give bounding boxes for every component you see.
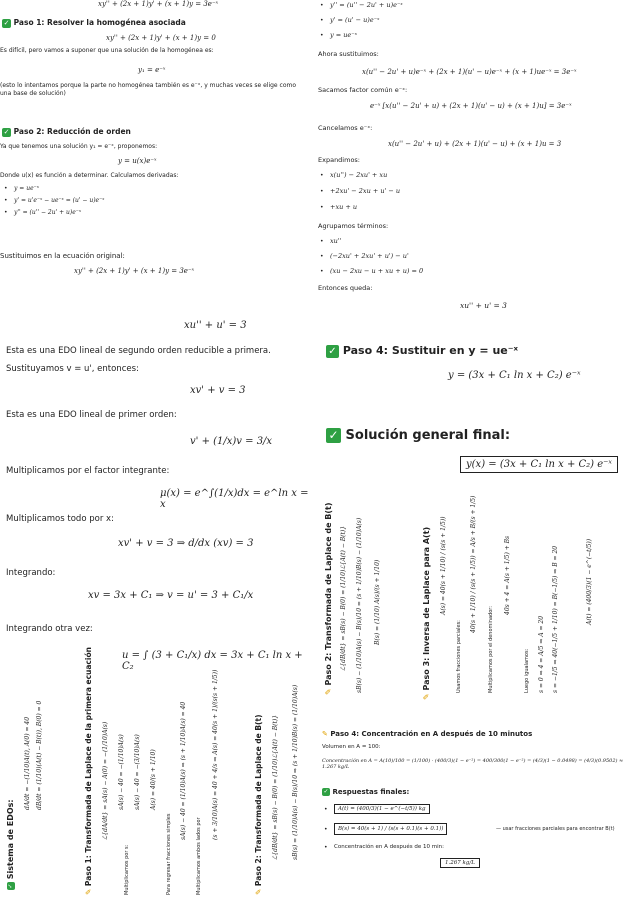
rr-p3-eq2: 40(s + 1/10) / (s(s + 1/5)) = A/s + B/(s + 1/5) [470, 495, 477, 633]
step2-text2: Donde u(x) es función a determinar. Calculamos derivadas: [0, 172, 179, 179]
br-r3: Concentración en A después de 10 min: [334, 844, 444, 850]
pencil-icon: ✎ [422, 693, 431, 700]
mid-subst-label: Sustituimos en la ecuación original: [0, 252, 125, 260]
tr-bullet1: y'' = (u'' − 2u' + u)e⁻ˣ [330, 1, 403, 9]
top-left-panel: xy'' + (2x + 1)y' + (x + 1)y = 3e⁻ˣ ✓ Paso 1: Resolver la homogénea asociada xy'' + (2x + 1)y' + (x + 1)y = 0 Es difícil, pero vamos a suponer que una solución de la homogénea es: y₁ = e⁻ˣ (esto lo intentamos porque la parte no homogénea también es e⁻ˣ, y muchas veces se elige como una base de solución) ✓ Paso 2: Reducción de orden Ya que tenemos una solución y₁ = e⁻ˣ, proponemos: y = u(x)e⁻ˣ Donde u(x) es función a determinar. Calculamos derivadas: • y = ue⁻ˣ • y' = u'e⁻ˣ − ue⁻ˣ = (u' − u)e⁻ˣ • y'' = (u'' − 2u' + u)e⁻ˣ [0, 0, 310, 235]
rr-p3-result: A(t) = (400/3)(1 − e^(−t/5)) [586, 538, 593, 625]
rr-p3-label3: Luego igualamos: [524, 648, 530, 693]
br-resp-title: Respuestas finales: [332, 788, 410, 796]
mid-text2: Sustituyamos v = u', entonces: [6, 364, 139, 374]
final-title: Solución general final: [345, 428, 511, 443]
right-solution-panel [318, 330, 639, 480]
mid-eq3: v' + (1/x)v = 3/x [190, 436, 273, 447]
step2-text: Ya que tenemos una solución y₁ = e⁻ˣ, proponemos: [0, 143, 158, 150]
tr-factor-label: Sacamos factor común e⁻ˣ: [318, 86, 408, 94]
rr-p2-eq2: sB(s) − (1/10)A(s) − B(s)/10 = (s + 1/10)B(s) − (1/10)A(s) [356, 517, 363, 693]
rr-p3-eq1: A(s) = 40(s + 1/10) / (s(s + 1/5)) [440, 516, 447, 615]
rr-p3-b2: s = −1/5 ⇒ 40(−1/5 + 1/10) = B(−1/5) ⇒ B = 20 [552, 545, 559, 693]
rotated-right-panel [318, 495, 639, 710]
br-r2: B(s) = 40(s + 1) / (s(s + 0.1)(s + 0.1)) [334, 823, 447, 835]
check-icon: ✓ [326, 345, 339, 358]
rr-p2-eq3: B(s) = (1/10) A(s)/(s + 1/10) [374, 559, 381, 645]
step1-note: (esto lo intentamos porque la parte no homogénea también es e⁻ˣ, y muchas veces se elige como una base de solución) [0, 82, 297, 97]
mid-eq5: xv' + v = 3 ⇒ d/dx (xv) = 3 [118, 538, 254, 549]
step1-title: Paso 1: Resolver la homogénea asociada [13, 18, 186, 27]
step4-equation: y = (3x + C₁ ln x + C₂) e⁻ˣ [448, 370, 581, 381]
step4-heading [326, 344, 518, 358]
br-resp-heading [322, 788, 409, 796]
rl-p2-title: Paso 2: Transformada de Laplace de B(t) [254, 714, 263, 887]
rl-p2-eq1: ℒ{dB/dt} = sB(s) − B(0) = (1/10)ℒ{A(t) − B(t)} [272, 714, 279, 860]
br-p4-heading [322, 730, 532, 738]
step2-equation: y = u(x)e⁻ˣ [118, 157, 157, 165]
rr-p2-eq1: ℒ{dB/dt} = sB(s) − B(0) = (1/10)ℒ{A(t) − B(t)} [340, 525, 347, 671]
check-icon: ✓ [3, 127, 10, 136]
rr-p3-label2: Multiplicamos por el denominador: [488, 606, 494, 693]
step2-bullet3: y'' = (u'' − 2u' + u)e⁻ˣ [14, 209, 82, 216]
check-icon: ✓ [6, 883, 14, 889]
step2-title: Paso 2: Reducción de orden [13, 127, 131, 136]
mid-eq1: xu'' + u' = 3 [184, 320, 247, 331]
check-icon: ✓ [323, 788, 329, 795]
tr-bullet2: y' = (u' − u)e⁻ˣ [330, 16, 380, 24]
step1-text: Es difícil, pero vamos a suponer que una solución de la homogénea es: [0, 47, 214, 54]
final-heading [326, 428, 510, 443]
mid-subst-equation: xy'' + (2x + 1)y' + (x + 1)y = 3e⁻ˣ [74, 267, 195, 275]
tr-then-equation: xu'' + u' = 3 [460, 301, 507, 310]
tr-subst-equation: x(u'' − 2u' + u)e⁻ˣ + (2x + 1)(u' − u)e⁻ˣ + (x + 1)ue⁻ˣ = 3e⁻ˣ [362, 68, 577, 76]
rr-p3-heading [422, 527, 431, 700]
step1-equation: xy'' + (2x + 1)y' + (x + 1)y = 0 [106, 34, 216, 42]
rr-p2-heading [324, 502, 333, 695]
mid-text1 [6, 346, 271, 356]
rl-p1-eq3: sA(s) − 40 = −(3/10)A(s) [134, 734, 141, 810]
mid-eq2: xv' + v = 3 [190, 385, 246, 396]
tr-subst-label: Ahora sustituimos: [318, 50, 379, 58]
rl-p1-eq4: A(s) = 40/(s + 1/10) [150, 749, 157, 810]
check-icon: ✓ [3, 18, 10, 27]
pencil-icon: ✎ [254, 888, 263, 895]
tr-expand-label: Expandimos: [318, 156, 360, 164]
rl-p1-eq1: ℒ{dA/dt} = sA(s) − A(0) = −(1/10)A(s) [102, 721, 109, 840]
tr-expand3: +xu + u [330, 203, 358, 211]
rl-p2-eq2: sB(s) = (1/10)A(s) − B(s)/10 ⇒ (s + 1/10)B(s) = (1/10)A(s) [292, 684, 299, 860]
rl-p1-heading [84, 647, 93, 895]
check-icon: ✓ [326, 428, 341, 443]
tr-cancel-label: Cancelamos e⁻ˣ: [318, 124, 373, 132]
bottom-right-panel: ✎ Paso 4: Concentración en A después de 10 minutos Volumen en A = 100: Concentración en A = A(10)/100 = (1/100) · (400/3)(1 − e⁻²) = 400/300(1 − e⁻²) = (4/3)(1 − 0.0498) = (4/3)(0.9502) ≈ 1.267 kg/L ✓ Respuestas finales: • A(t) = (400/3)(1 − e^(−t/5)) kg • B(s) = 40(s + 1) / (s(s + 0.1)(s + 0.1)) — usar fracciones parciales para encontrar B(t) • Concentración en A después de 10 min: 1.267 kg/L [318, 720, 639, 897]
rl-p1-eq5: sA(s) − 40 = (1/10)A(s) ⇒ (s + 1/10)A(s) = 40 [180, 701, 187, 840]
rr-p2-title: Paso 2: Transformada de Laplace de B(t) [324, 502, 333, 686]
mid-eq4: μ(x) = e^∫(1/x)dx = e^ln x = x [160, 488, 309, 510]
mid-text4: Multiplicamos por el factor integrante: [6, 466, 170, 476]
rr-p3-eq3: 40s + 4 = A(s + 1/5) + Bs [504, 535, 511, 615]
step4-title: Paso 4: Sustituir en y = ue⁻ˣ [342, 344, 519, 357]
rl-p1-eq2: sA(s) − 40 = −(1/10)A(s) [118, 734, 125, 810]
mid-text6: Integrando: [6, 568, 56, 578]
br-p4-equation: Concentración en A = A(10)/100 = (1/100) · (400/3)(1 − e⁻²) = 400/300(1 − e⁻²) = (4/3)(1 − 0.0498) = (4/3)(0.9502) ≈ 1.267 kg/L [322, 758, 624, 770]
tr-expand1: x(u'') − 2xu' + xu [330, 171, 388, 179]
middle-left-panel [0, 240, 312, 680]
mid-text7: Integrando otra vez: [6, 624, 93, 634]
mid-text1-content: Esta es una EDO lineal de segundo orden reducible a primera. [6, 346, 271, 356]
step2-bullet1: y = ue⁻ˣ [14, 185, 39, 192]
step1-y1: y₁ = e⁻ˣ [138, 66, 166, 74]
rl-p1-l2: Para regresar fracciones simples [166, 813, 172, 895]
br-r1: A(t) = (400/3)(1 − e^(−t/5)) kg [334, 804, 430, 814]
tr-group2: (−2xu' + 2xu' + u') − u' [330, 252, 409, 260]
br-p4-text: Volumen en A = 100: [322, 744, 381, 750]
top-equation: xy'' + (2x + 1)y' + (x + 1)y = 3e⁻ˣ [98, 0, 219, 8]
rl-sys-eq2: dB/dt = (1/10)(A(t) − B(t)), B(0) = 0 [36, 700, 43, 810]
tr-group-label: Agrupamos términos: [318, 222, 389, 230]
mid-eq6: xv = 3x + C₁ ⇒ v = u' = 3 + C₁/x [88, 590, 254, 601]
pencil-icon: ✎ [322, 730, 328, 738]
br-p4-title: Paso 4: Concentración en A después de 10 minutos [330, 730, 533, 738]
tr-bullet3: y = ue⁻ˣ [330, 31, 358, 39]
rl-p2-heading [254, 715, 263, 896]
rr-p3-title: Paso 3: Inversa de Laplace para A(t) [422, 526, 431, 691]
tr-group1: xu'' [330, 237, 342, 245]
tr-expand2: +2xu' − 2xu + u' − u [330, 187, 401, 195]
tr-then-label: Entonces queda: [318, 284, 373, 292]
rl-sys-title: Sistema de EDOs: [6, 799, 15, 880]
br-r2-note: — usar fracciones parciales para encontrar B(t) [496, 826, 615, 832]
tr-cancel-equation: x(u'' − 2u' + u) + (2x + 1)(u' − u) + (x + 1)u = 3 [388, 140, 562, 148]
rr-p3-label1: Usamos fracciones parciales: [456, 620, 462, 693]
mid-eq7: u = ∫ (3 + C₁/x) dx = 3x + C₁ ln x + C₂ [122, 650, 303, 672]
step2-heading [2, 127, 131, 137]
step2-bullet2: y' = u'e⁻ˣ − ue⁻ˣ = (u' − u)e⁻ˣ [14, 197, 105, 204]
step1-heading [2, 18, 186, 28]
rr-p3-b1: s = 0 ⇒ 4 = A/5 ⇒ A = 20 [538, 615, 545, 693]
tr-group3: (xu − 2xu − u + xu + u) = 0 [330, 267, 424, 275]
br-r3-value: 1.267 kg/L [440, 858, 480, 868]
mid-text3: Esta es una EDO lineal de primer orden: [6, 410, 177, 420]
top-right-panel: • y'' = (u'' − 2u' + u)e⁻ˣ • y' = (u' − u)e⁻ˣ • y = ue⁻ˣ Ahora sustituimos: x(u'' − 2u' + u)e⁻ˣ + (2x + 1)(u' − u)e⁻ˣ + (x + 1)ue⁻ˣ = 3e⁻ˣ Sacamos factor común e⁻ˣ: e⁻ˣ [x(u'' − 2u' + u) + (2x + 1)(u' − u) + (x + 1)u] = 3e⁻ˣ Cancelamos e⁻ˣ: x(u'' − 2u' + u) + (2x + 1)(u' − u) + (x + 1)u = 3 Expandimos: • x(u'') − 2xu' + xu • +2xu' − 2xu + u' − u • +xu + u Agrupamos términos: • xu'' • (−2xu' + 2xu' + u') − u' • (xu − 2xu − u + xu + u) = 0 Entonces queda: xu'' + u' = 3 [318, 1, 577, 310]
pencil-icon: ✎ [324, 688, 333, 695]
rl-p1-l1: Multiplicamos por s: [124, 844, 130, 895]
rl-p1-l3: Multiplicamos ambos lados por [196, 817, 202, 895]
rl-p1-eq6: (s + 3/10)A(s) = 40 + 4/s ⇒ A(s) = 40(s + 1)/(s(s + 1/5)) [212, 669, 219, 840]
pencil-icon: ✎ [84, 888, 93, 895]
final-equation-box: y(x) = (3x + C₁ ln x + C₂) e⁻ˣ [460, 456, 618, 473]
rl-p1-title: Paso 1: Transformada de Laplace de la primera ecuación [84, 647, 93, 887]
tr-factor-equation: e⁻ˣ [x(u'' − 2u' + u) + (2x + 1)(u' − u) + (x + 1)u] = 3e⁻ˣ [370, 102, 572, 110]
mid-text5: Multiplicamos todo por x: [6, 514, 114, 524]
rl-sys-eq1: dA/dt = −(1/10)A(t), A(0) = 40 [24, 716, 31, 810]
rl-sys-heading [6, 799, 15, 890]
